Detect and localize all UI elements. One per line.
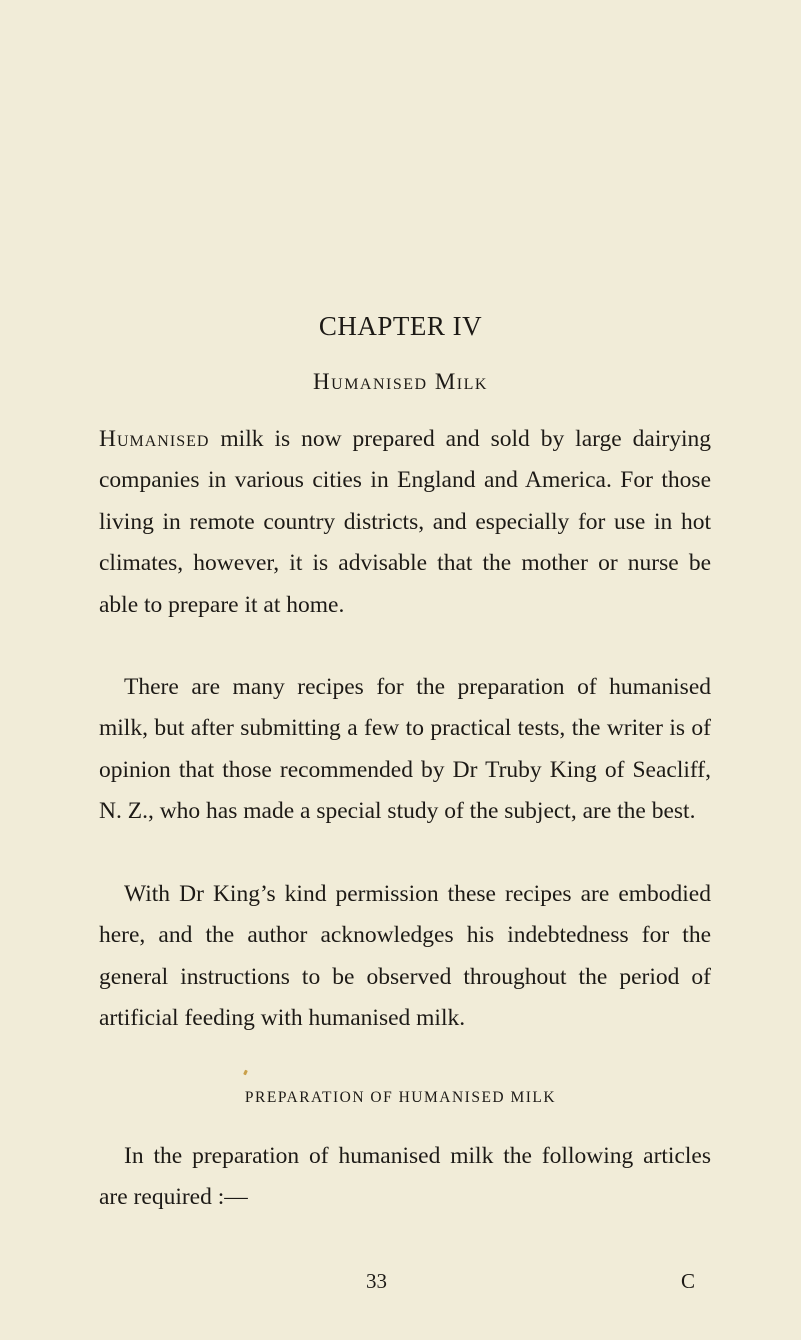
- chapter-title: CHAPTER IV: [318, 311, 483, 341]
- signature-mark: C: [681, 1269, 696, 1293]
- page-number: 33: [366, 1269, 387, 1293]
- paragraph-1-lead-word: Humanised: [99, 426, 210, 452]
- paper-speck: [243, 1070, 248, 1076]
- paragraph-1-text: milk is now prepared and sold by large dairying companies in various cities in England and America. For those living in remote country districts, and especially for use in hot climates, however, it is advisable that the mother or nurse be able to prepare it at home.: [99, 426, 711, 618]
- section-paragraph: In the preparation of humanised milk the following articles are required :—: [99, 1143, 711, 1211]
- section-heading: PREPARATION OF HUMANISED MILK: [244, 1089, 557, 1106]
- paragraph-3: With Dr King’s kind permission these recipes are embodied here, and the author acknowledges his indebtedness for the general instructions to be observed throughout the period of artificial feeding with humanised milk.: [99, 881, 711, 1032]
- chapter-subtitle: Humanised Milk: [313, 369, 488, 394]
- paragraph-2: There are many recipes for the preparation of humanised milk, but after submitting a few to practical tests, the writer is of opinion that those recommended by Dr Truby King of Seacliff, N. Z., who has made a special study of the subject, are the best.: [99, 674, 711, 825]
- paragraph-1: [99, 419, 711, 626]
